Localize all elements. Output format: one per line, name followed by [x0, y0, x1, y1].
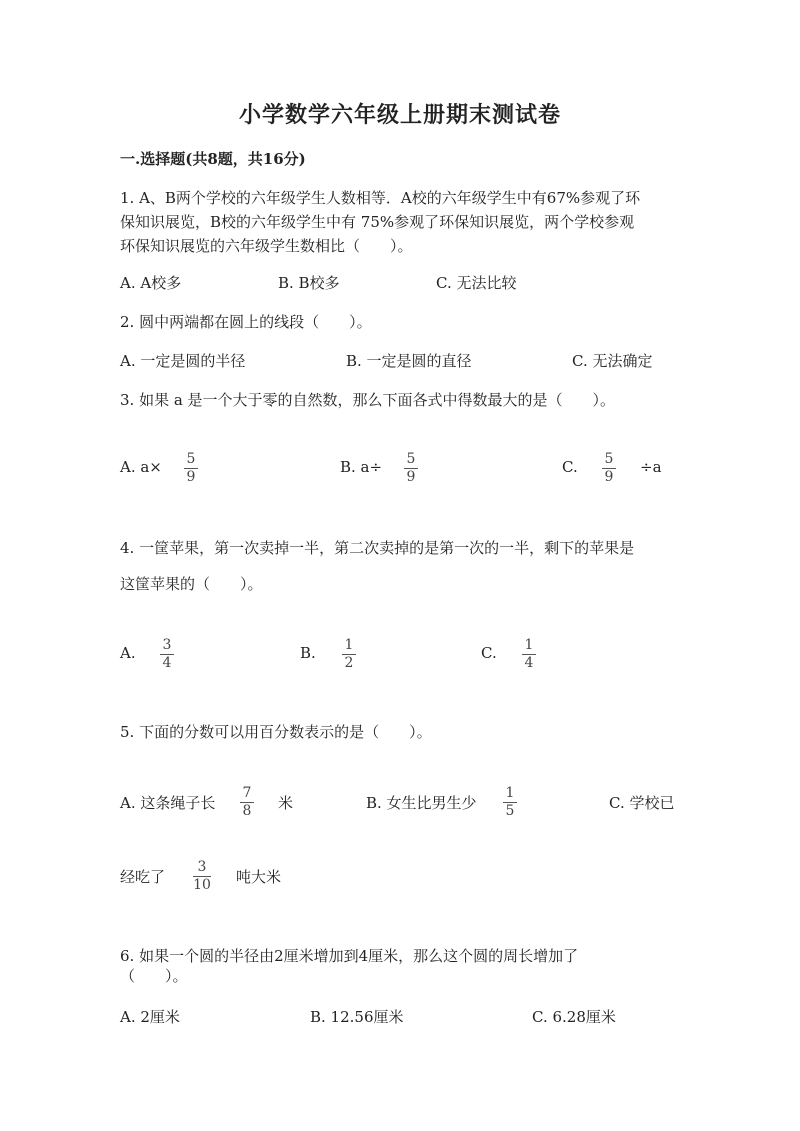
question-1-line-2: 保知识展览，B校的六年级学生中有 75%参观了环保知识展览，两个学校参观	[120, 213, 635, 231]
fraction-denominator: 5	[505, 803, 515, 819]
question-5-text: 5. 下面的分数可以用百分数表示的是（ ）。	[120, 723, 432, 741]
fraction-denominator: 2	[344, 655, 354, 671]
section-heading: 一.选择题(共8题，共16分)	[120, 150, 306, 168]
question-1-line-3: 环保知识展览的六年级学生数相比（ ）。	[120, 237, 413, 255]
question-6-option-b: B. 12.56厘米	[310, 1008, 404, 1026]
fraction-numerator: 1	[505, 785, 515, 801]
fraction-numerator: 5	[406, 451, 416, 467]
fraction-numerator: 1	[344, 637, 354, 653]
fraction-denominator: 9	[604, 469, 614, 485]
question-3-text: 3. 如果 a 是一个大于零的自然数，那么下面各式中得数最大的是（ ）。	[120, 391, 616, 409]
question-4-option-b-label: B.	[300, 644, 316, 662]
page-title: 小学数学六年级上册期末测试卷	[238, 102, 561, 128]
fraction-numerator: 5	[186, 451, 196, 467]
question-4-option-b-fraction	[342, 638, 356, 671]
question-2-option-b: B. 一定是圆的直径	[346, 352, 472, 370]
question-1-option-a: A. A校多	[120, 274, 182, 292]
question-4-line-1: 4. 一筐苹果，第一次卖掉一半，第二次卖掉的是第一次的一半，剩下的苹果是	[120, 539, 635, 557]
question-2-option-a: A. 一定是圆的半径	[120, 352, 246, 370]
question-3-option-a-fraction	[184, 452, 198, 485]
question-1-option-b: B. B校多	[278, 274, 340, 292]
question-1-option-c: C. 无法比较	[436, 274, 517, 292]
question-6-option-a: A. 2厘米	[120, 1008, 180, 1026]
fraction-denominator: 4	[524, 655, 534, 671]
fraction-denominator: 4	[162, 655, 172, 671]
question-6-line-2: （ ）。	[120, 967, 188, 985]
fraction-denominator: 9	[406, 469, 416, 485]
fraction-numerator: 3	[162, 637, 172, 653]
question-5-option-c-continued: 经吃了	[120, 868, 166, 886]
question-5-option-a-fraction	[240, 786, 254, 819]
question-5-option-c-fraction	[193, 860, 211, 893]
question-4-option-c-fraction	[522, 638, 536, 671]
fraction-denominator: 8	[242, 803, 252, 819]
fraction-denominator: 9	[186, 469, 196, 485]
question-6-option-c: C. 6.28厘米	[532, 1008, 616, 1026]
fraction-numerator: 5	[604, 451, 614, 467]
question-4-line-2: 这筐苹果的（ ）。	[120, 575, 263, 593]
question-3-option-c-prefix: C.	[562, 458, 578, 476]
question-5-option-c-suffix: 吨大米	[236, 868, 282, 886]
question-5-option-a-suffix: 米	[278, 794, 294, 812]
fraction-numerator: 3	[197, 859, 207, 875]
question-3-option-a-prefix: A. a×	[120, 458, 162, 476]
question-5-option-c-prefix: C. 学校已	[609, 794, 675, 812]
question-5-option-b-fraction	[503, 786, 517, 819]
question-5-option-a-prefix: A. 这条绳子长	[120, 794, 216, 812]
question-4-option-a-label: A.	[120, 644, 136, 662]
fraction-numerator: 1	[524, 637, 534, 653]
question-4-option-a-fraction	[160, 638, 174, 671]
question-2-text: 2. 圆中两端都在圆上的线段（ ）。	[120, 313, 372, 331]
question-6-line-1: 6. 如果一个圆的半径由2厘米增加到4厘米，那么这个圆的周长增加了	[120, 947, 579, 965]
question-5-option-b-prefix: B. 女生比男生少	[366, 794, 477, 812]
question-1-line-1: 1. A、B两个学校的六年级学生人数相等．A校的六年级学生中有67%参观了环	[120, 189, 641, 207]
question-3-option-b-prefix: B. a÷	[340, 458, 383, 476]
question-2-option-c: C. 无法确定	[572, 352, 653, 370]
question-3-option-c-fraction	[602, 452, 616, 485]
question-3-option-b-fraction	[404, 452, 418, 485]
fraction-numerator: 7	[242, 785, 252, 801]
question-3-option-c-suffix: ÷a	[640, 458, 662, 476]
question-4-option-c-label: C.	[481, 644, 497, 662]
fraction-denominator: 10	[193, 877, 211, 893]
